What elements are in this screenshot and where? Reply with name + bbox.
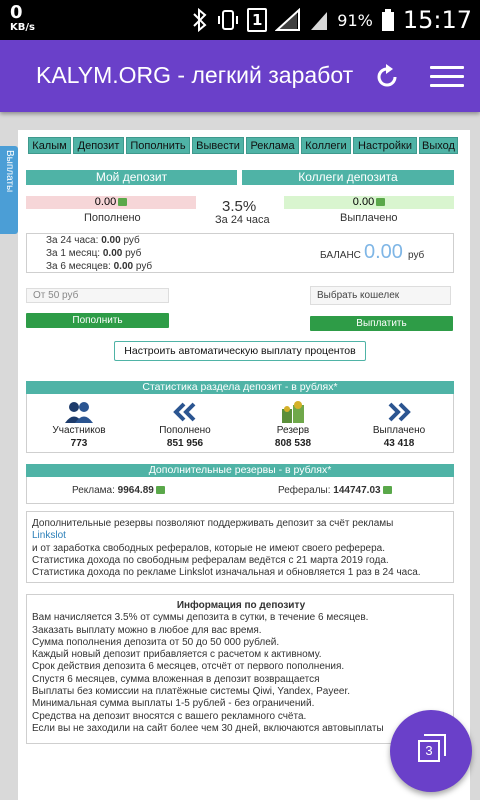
signal-icon bbox=[275, 8, 301, 32]
refresh-icon[interactable] bbox=[372, 62, 402, 92]
bluetooth-icon bbox=[191, 8, 209, 32]
stat-value: 808 538 bbox=[274, 438, 312, 449]
deposit-info-line: Вам начисляется 3.5% от суммы депозита в сутки, в течение 6 месяцев. bbox=[32, 612, 369, 624]
network-speed bbox=[10, 4, 35, 34]
daily-rate-label: За 24 часа bbox=[215, 214, 270, 226]
status-icons bbox=[191, 6, 472, 34]
stat-participants bbox=[34, 399, 124, 449]
deposit-info-line: Заказать выплату можно в любое для вас время. bbox=[32, 624, 262, 636]
status-bar bbox=[0, 0, 480, 40]
double-chevron-left-icon bbox=[172, 402, 198, 422]
reserves-info-text bbox=[32, 518, 450, 579]
daily-rate: 3.5% bbox=[222, 198, 257, 215]
stat-reserve bbox=[248, 399, 338, 449]
menu-line bbox=[430, 66, 464, 69]
menu-line bbox=[430, 84, 464, 87]
info-line: и от заработка свободных рефералов, которые не имеют своего реферера. bbox=[32, 542, 385, 554]
money-icon bbox=[383, 486, 392, 494]
stats-header: Статистика раздела депозит - в рублях* bbox=[26, 381, 454, 394]
menu-line bbox=[430, 75, 464, 78]
deposit-info-line: Срок действия депозита 6 месяцев, отсчёт от первого пополнения. bbox=[32, 661, 345, 673]
wifi-signal-icon bbox=[309, 8, 329, 32]
reserves-header: Дополнительные резервы - в рублях* bbox=[26, 464, 454, 477]
stat-value: 773 bbox=[70, 438, 88, 449]
earnings-currency: руб bbox=[123, 235, 140, 246]
topped-up-value bbox=[26, 196, 196, 209]
reserves-ads-label: Реклама: bbox=[72, 485, 115, 496]
money-icon bbox=[118, 198, 127, 206]
reserves-ads-value: 9964.89 bbox=[117, 485, 154, 496]
info-line: Статистика дохода по свободным рефералам ведётся с 21 марта 2019 года. bbox=[32, 554, 389, 566]
money-icon bbox=[156, 486, 165, 494]
paid-value bbox=[284, 196, 454, 209]
topped-up-amount: 0.00 bbox=[94, 196, 117, 208]
stat-value: 43 418 bbox=[383, 438, 415, 449]
colleagues-deposit-header: Коллеги депозита bbox=[242, 170, 454, 185]
amount-input[interactable] bbox=[26, 288, 169, 303]
stat-paid bbox=[354, 399, 444, 449]
reserves-referrals bbox=[278, 485, 392, 496]
topped-up-label: Пополнено bbox=[84, 212, 141, 224]
paid-amount: 0.00 bbox=[352, 196, 375, 208]
top-up-button[interactable]: Пополнить bbox=[26, 313, 169, 328]
page-title: KALYM.ORG - легкий заработ bbox=[36, 62, 354, 88]
stat-label: Резерв bbox=[276, 425, 310, 436]
deposit-info-line: Спустя 6 месяцев, сумма вложенная в депозит возвращается bbox=[32, 673, 320, 685]
deposit-info-line: Если вы не заходили на сайт более чем 30 дней, включаются автовыплаты bbox=[32, 722, 384, 734]
hamburger-menu-icon[interactable] bbox=[430, 60, 464, 94]
pay-out-button[interactable]: Выплатить bbox=[310, 316, 453, 331]
battery-percent: 91% bbox=[337, 10, 373, 30]
balance-label: БАЛАНС bbox=[320, 250, 361, 261]
earnings-6m-value: 0.00 bbox=[113, 261, 134, 272]
balance-currency: руб bbox=[408, 250, 425, 261]
earnings-currency: руб bbox=[125, 248, 142, 259]
reserves-ads bbox=[72, 485, 165, 496]
users-icon bbox=[63, 400, 95, 424]
earnings-6m-label: За 6 месяцев: bbox=[46, 261, 111, 272]
nav-kalym[interactable]: Калым bbox=[28, 137, 71, 154]
tabs-fab[interactable] bbox=[390, 710, 472, 792]
info-line: Дополнительные резервы позволяют поддерживать депозит за счёт рекламы bbox=[32, 518, 394, 529]
earnings-24h bbox=[46, 235, 140, 246]
deposit-info-line: Каждый новый депозит прибавляется с расчетом к активному. bbox=[32, 649, 322, 661]
stat-label: Участников bbox=[52, 425, 106, 436]
info-line: Статистика дохода по рекламе Linkslot изначальная и обновляется 1 раз в 24 часа. bbox=[32, 567, 421, 579]
nav-settings[interactable]: Настройки bbox=[353, 137, 417, 154]
main-nav bbox=[28, 137, 460, 154]
stat-value: 851 956 bbox=[166, 438, 204, 449]
payouts-side-tab[interactable] bbox=[0, 146, 18, 234]
earnings-1m bbox=[46, 248, 141, 259]
stat-topped-up bbox=[140, 399, 230, 449]
nav-deposit[interactable]: Депозит bbox=[73, 137, 124, 154]
sim-slot-icon: 1 bbox=[247, 8, 267, 32]
payouts-side-tab-label: Выплаты bbox=[4, 150, 15, 193]
reserves-referrals-label: Рефералы: bbox=[278, 485, 331, 496]
battery-icon bbox=[381, 8, 395, 32]
nav-ads[interactable]: Реклама bbox=[246, 137, 299, 154]
nav-logout[interactable]: Выход bbox=[419, 137, 458, 154]
earnings-currency: руб bbox=[135, 261, 153, 272]
paid-label: Выплачено bbox=[340, 212, 398, 224]
tabs-count: 3 bbox=[418, 740, 440, 762]
earnings-1m-label: За 1 месяц: bbox=[46, 248, 101, 259]
deposit-info-line: Выплаты без комиссии на платёжные системы Qiwi, Yandex, Payeer. bbox=[32, 686, 351, 698]
double-chevron-right-icon bbox=[386, 402, 412, 422]
wallet-select-placeholder: Выбрать кошелек bbox=[317, 290, 400, 301]
vibrate-icon bbox=[217, 8, 239, 32]
earnings-24h-label: За 24 часа: bbox=[46, 235, 99, 246]
stat-label: Выплачено bbox=[372, 425, 426, 436]
earnings-6m bbox=[46, 261, 152, 272]
reserves-referrals-value: 144747.03 bbox=[333, 485, 381, 496]
deposit-info-line: Минимальная сумма выплаты 1-5 рублей - без ограничений. bbox=[32, 698, 315, 710]
balance-value: 0.00 bbox=[364, 241, 403, 263]
deposit-info-title: Информация по депозиту bbox=[176, 600, 306, 611]
deposit-info-line: Сумма пополнения депозита от 50 до 50 000 рублей. bbox=[32, 636, 280, 648]
network-speed-unit: KB/s bbox=[10, 22, 35, 33]
nav-colleagues[interactable]: Коллеги bbox=[301, 137, 351, 154]
deposit-info-text bbox=[32, 600, 450, 735]
amount-input-placeholder: От 50 руб bbox=[33, 290, 79, 301]
clock: 15:17 bbox=[402, 6, 472, 34]
money-stack-icon bbox=[280, 399, 306, 425]
deposit-info-line: Средства на депозит вносятся с вашего рекламного счёта. bbox=[32, 710, 307, 722]
earnings-24h-value: 0.00 bbox=[101, 235, 121, 246]
earnings-1m-value: 0.00 bbox=[102, 248, 123, 259]
wallet-select[interactable] bbox=[310, 286, 451, 305]
app-bar bbox=[0, 40, 480, 112]
auto-payout-button[interactable]: Настроить автоматическую выплату процентов bbox=[114, 341, 366, 361]
stat-label: Пополнено bbox=[159, 425, 211, 436]
money-icon bbox=[376, 198, 385, 206]
nav-withdraw[interactable]: Вывести bbox=[192, 137, 244, 154]
nav-top-up[interactable]: Пополнить bbox=[126, 137, 190, 154]
linkslot-link[interactable]: Linkslot bbox=[32, 530, 66, 542]
network-speed-value: 0 bbox=[10, 2, 23, 23]
my-deposit-header: Мой депозит bbox=[26, 170, 237, 185]
